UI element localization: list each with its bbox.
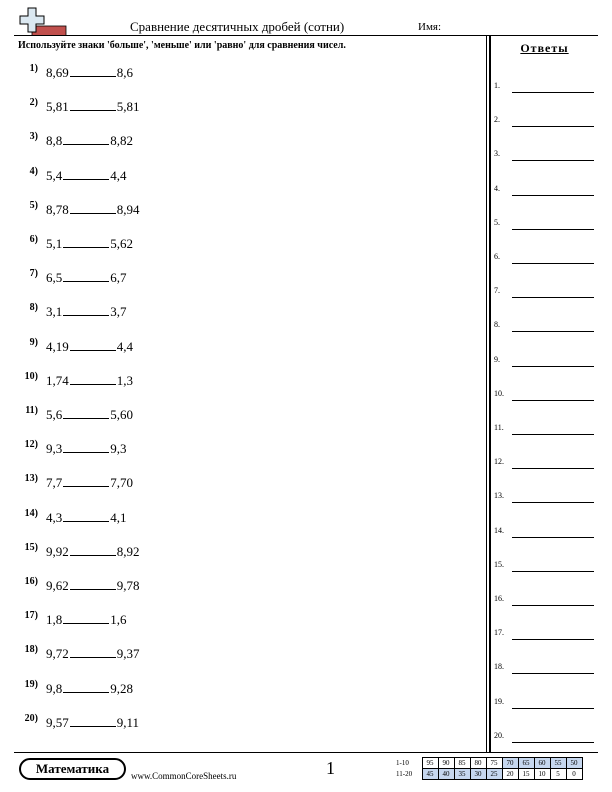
comparison-blank[interactable] [63,270,109,282]
answer-item [494,729,598,743]
answers-title: Ответы [520,41,569,55]
problem-number: 19) [24,678,38,690]
answer-number: 12. [494,457,504,467]
answer-number: 9. [494,354,500,364]
score-cell: 15 [518,769,534,780]
comparison-blank[interactable] [63,475,109,487]
problem-item [18,576,478,596]
problem-item [18,405,478,425]
answer-number: 16. [494,594,504,603]
problem-expression [46,441,127,457]
answer-number: 17. [494,628,504,638]
problem-number: 20) [24,712,38,724]
comparison-blank[interactable] [70,578,116,590]
comparison-blank[interactable] [70,65,116,77]
score-range-label: 11-20 [396,770,413,778]
answer-line[interactable] [512,263,594,264]
problem-expression [46,99,140,115]
answer-line[interactable] [512,639,594,640]
left-number: 5,4 [46,167,63,183]
right-number: 9,37 [116,646,140,662]
right-number: 8,6 [116,65,133,80]
comparison-blank[interactable] [63,612,109,624]
problem-expression [46,236,133,252]
left-number: 5,6 [46,407,63,422]
problem-number: 10) [24,370,38,382]
left-number: 1,74 [46,372,69,388]
brand-badge: Математика [19,758,126,780]
right-number: 1,3 [116,372,133,388]
problem-expression [46,612,127,628]
answer-item [494,353,598,367]
answer-number: 7. [494,286,500,296]
comparison-blank[interactable] [63,168,109,180]
answer-item [494,489,598,503]
score-cell: 10 [534,769,550,780]
left-number: 6,5 [46,270,63,286]
score-range-label: 1-10 [396,759,409,767]
comparison-blank[interactable] [70,373,116,385]
problem-expression [46,646,140,662]
problem-expression [46,578,140,594]
problem-number: 13) [24,473,38,485]
problem-expression [46,270,127,286]
right-number: 6,7 [110,270,127,286]
answer-line[interactable] [512,571,594,572]
answer-number: 3. [494,149,500,159]
page-number: 1 [326,758,335,778]
answer-number: 14. [494,525,504,535]
answer-item [494,113,598,127]
problem-number: 11) [25,405,38,416]
right-number: 5,62 [110,236,133,251]
footer-divider [14,752,598,753]
problem-expression [46,339,133,355]
problem-item [18,200,478,220]
problem-item [18,508,478,528]
answer-number: 1. [494,81,500,90]
site-url: www.CommonCoreSheets.ru [131,771,237,781]
score-cell: 80 [470,758,486,769]
comparison-blank[interactable] [63,133,109,145]
problem-number: 16) [24,576,38,587]
problem-item [18,97,478,117]
problem-item [18,234,478,254]
problem-expression [46,168,127,184]
answer-item [494,660,598,674]
left-number: 9,3 [46,441,63,457]
problem-expression [46,544,140,560]
problem-item [18,610,478,630]
right-number: 1,6 [110,612,127,628]
answer-line[interactable] [512,126,594,127]
left-number: 3,1 [46,304,63,320]
score-row [396,769,582,780]
problem-expression [46,133,133,149]
answer-line[interactable] [512,400,594,401]
answer-line[interactable] [512,673,594,674]
answer-number: 15. [494,559,504,569]
right-number: 9,3 [110,441,127,457]
answer-item [494,524,598,538]
problem-expression [46,65,133,81]
comparison-blank[interactable] [70,544,116,556]
answer-line[interactable] [512,468,594,469]
right-number: 5,60 [110,407,133,422]
answer-item [494,455,598,469]
problem-item [18,302,478,322]
left-number: 4,19 [46,338,69,354]
right-number: 9,11 [116,714,140,730]
left-number: 9,72 [46,646,69,662]
score-cell: 0 [566,769,582,780]
problem-expression [46,304,127,320]
score-cell: 50 [566,758,582,769]
left-number: 9,8 [46,680,63,696]
left-number: 5,1 [46,236,63,251]
right-number: 3,7 [110,304,127,320]
comparison-blank[interactable] [70,646,116,658]
comparison-blank[interactable] [70,339,116,351]
problem-item [18,371,478,391]
score-cell: 40 [438,769,454,780]
left-number: 7,7 [46,475,63,491]
problem-item [18,63,478,83]
answer-number: 19. [494,696,504,706]
score-row [396,758,582,769]
problem-number: 14) [24,507,38,519]
left-number: 5,81 [46,99,69,115]
plus-logo-icon [18,6,70,36]
answer-line[interactable] [512,331,594,332]
problem-number: 18) [24,644,38,656]
answer-item [494,318,598,332]
comparison-blank[interactable] [63,304,109,316]
problem-item [18,166,478,186]
answer-item [494,387,598,401]
instructions: Используйте знаки 'больше', 'меньше' или 'равно' для сравнения чисел. [18,40,346,51]
right-number: 4,1 [110,509,127,525]
score-cell: 35 [454,769,470,780]
left-number: 9,57 [46,714,69,730]
score-cell: 30 [470,769,486,780]
problem-number: 15) [24,541,38,553]
left-number: 8,78 [46,201,69,217]
comparison-blank[interactable] [70,99,116,111]
answer-item [494,216,598,230]
problem-number: 2) [29,97,38,109]
comparison-blank[interactable] [63,441,109,453]
right-number: 4,4 [110,167,127,183]
score-cell: 75 [486,758,502,769]
answer-line[interactable] [512,229,594,230]
answer-line[interactable] [512,605,594,606]
score-cell: 20 [502,769,518,780]
problem-expression [46,510,127,526]
answer-line[interactable] [512,297,594,298]
score-table [396,757,583,780]
right-number: 5,81 [116,99,140,115]
answer-number: 18. [494,662,504,672]
problem-number: 8) [29,302,38,314]
answer-item [494,284,598,298]
problem-item [18,131,478,151]
problem-number: 6) [29,234,38,245]
column-divider-thick [489,36,491,752]
problem-item [18,268,478,288]
problem-expression [46,681,133,697]
answer-number: 11. [494,423,504,432]
answer-line[interactable] [512,195,594,196]
answer-number: 13. [494,491,504,501]
left-number: 8,8 [46,133,63,149]
answer-number: 10. [494,388,504,398]
score-cell: 70 [502,758,518,769]
problem-item [18,542,478,562]
answer-line[interactable] [512,537,594,538]
left-number: 4,3 [46,509,63,525]
score-cell: 65 [518,758,534,769]
answer-item [494,626,598,640]
answer-line[interactable] [512,434,594,435]
comparison-blank[interactable] [63,236,109,248]
answer-item [494,558,598,572]
problem-item [18,337,478,357]
score-cell: 90 [438,758,454,769]
problem-expression [46,407,133,423]
left-number: 8,69 [46,65,69,80]
answer-item [494,79,598,93]
answer-number: 6. [494,252,500,261]
answer-item [494,250,598,264]
problem-number: 12) [24,439,38,451]
left-number: 9,92 [46,543,69,559]
problem-number: 4) [29,165,38,177]
right-number: 9,78 [116,578,140,593]
comparison-blank[interactable] [63,510,109,522]
answer-line[interactable] [512,92,594,93]
answer-line[interactable] [512,366,594,367]
answer-item [494,147,598,161]
answer-number: 20. [494,730,504,740]
score-cell: 95 [422,758,438,769]
answer-number: 2. [494,115,500,125]
right-number: 8,92 [116,543,140,559]
problem-number: 1) [29,63,38,74]
problem-item [18,473,478,493]
right-number: 7,70 [110,475,133,491]
right-number: 4,4 [116,338,133,354]
problem-number: 7) [29,268,38,280]
problem-item [18,439,478,459]
problem-item [18,713,478,733]
header-divider [14,35,598,36]
comparison-blank[interactable] [70,202,116,214]
problem-item [18,679,478,699]
answer-line[interactable] [512,742,594,743]
problem-expression [46,202,140,218]
right-number: 9,28 [110,680,133,696]
answer-item [494,592,598,606]
score-cell: 25 [486,769,502,780]
answer-line[interactable] [512,502,594,503]
problem-number: 3) [29,131,38,143]
column-divider [486,36,487,752]
problem-expression [46,475,133,491]
left-number: 1,8 [46,612,63,628]
page-title: Сравнение десятичных дробей (сотни) [130,19,345,34]
comparison-blank[interactable] [63,681,109,693]
problem-number: 5) [29,199,38,211]
answer-item [494,182,598,196]
score-cell: 60 [534,758,550,769]
answer-number: 4. [494,183,500,193]
problem-number: 9) [29,336,38,348]
score-cell: 85 [454,758,470,769]
score-cell: 55 [550,758,566,769]
comparison-blank[interactable] [70,715,116,727]
name-label: Имя: [418,21,442,33]
left-number: 9,62 [46,578,69,593]
problem-expression [46,373,133,389]
answer-number: 8. [494,320,500,330]
comparison-blank[interactable] [63,407,109,419]
problem-item [18,644,478,664]
answer-line[interactable] [512,160,594,161]
problem-number: 17) [24,610,38,622]
right-number: 8,82 [110,133,133,149]
right-number: 8,94 [116,201,140,217]
answer-number: 5. [494,217,500,227]
problem-expression [46,715,139,731]
answer-item [494,695,598,709]
score-cell: 45 [422,769,438,780]
score-cell: 5 [550,769,566,780]
answer-item [494,421,598,435]
answer-line[interactable] [512,708,594,709]
